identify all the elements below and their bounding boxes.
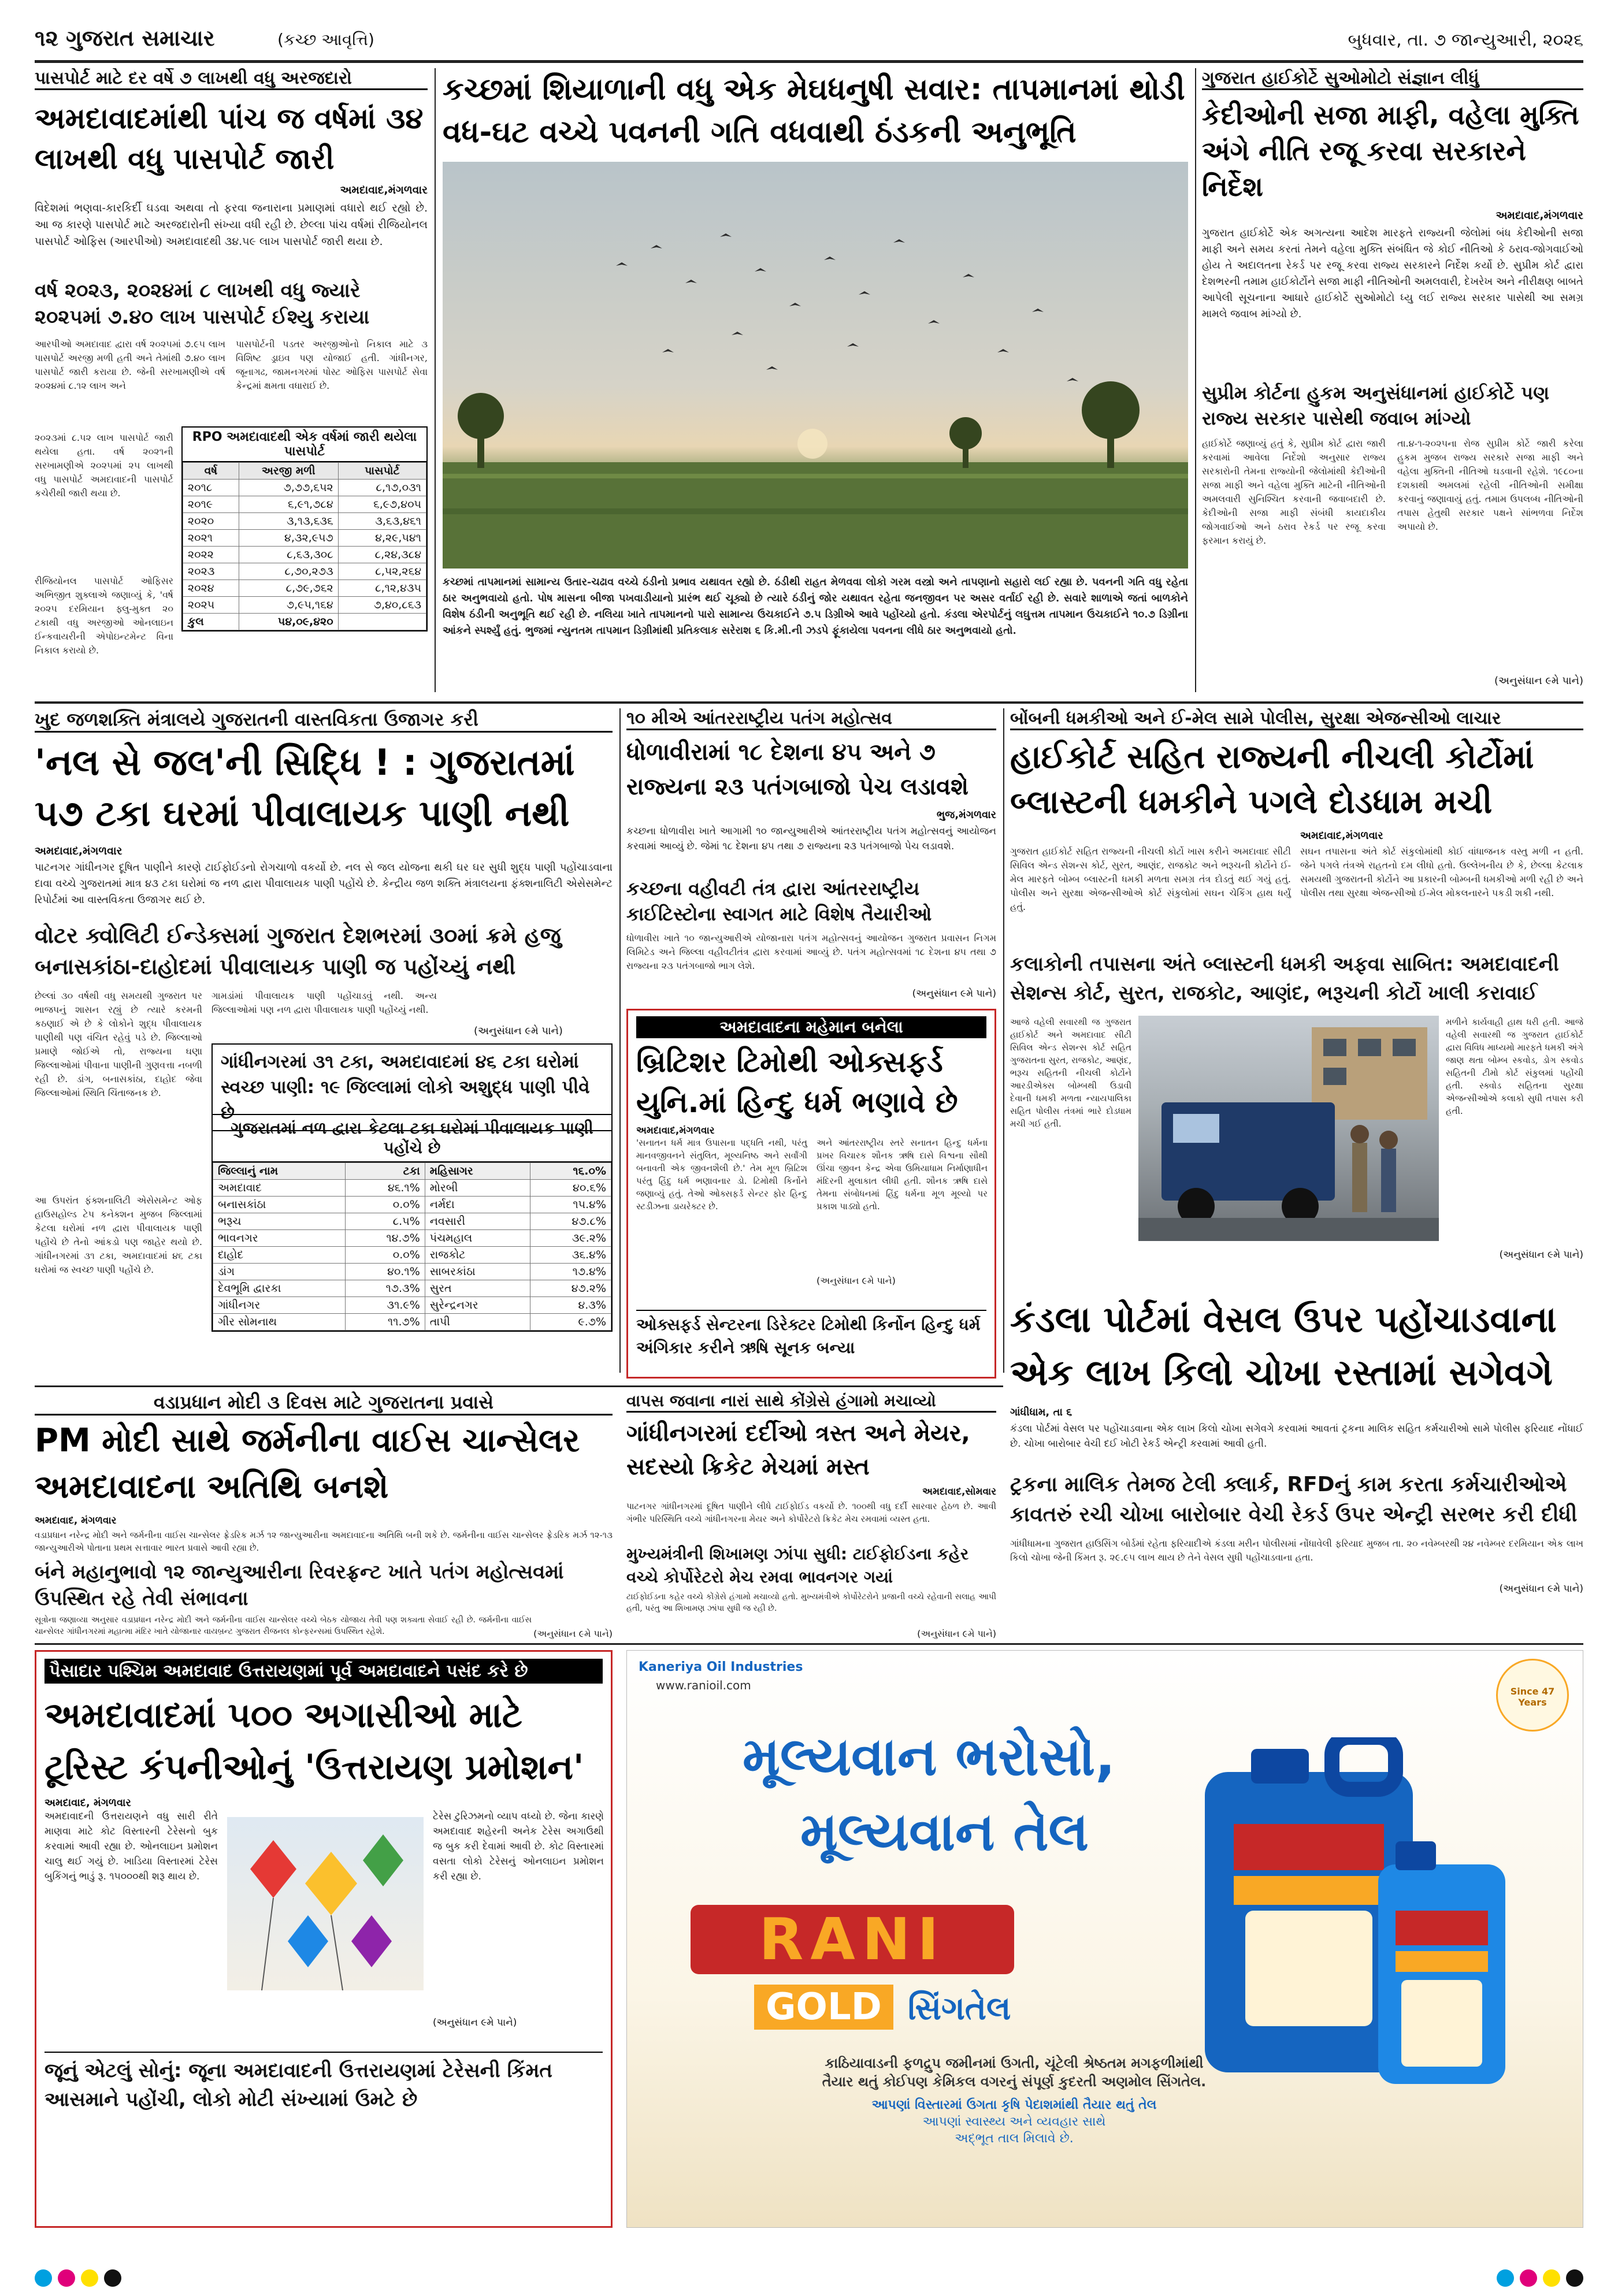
cell: ૨૦૧૯ xyxy=(183,496,239,513)
cell: ૦.૦% xyxy=(345,1247,425,1264)
kandla-para1: કંડલા પોર્ટમાં વેસલ પર પહોંચાડવાના એક લાખ કિલો ચોખા સગેવગે કરવામાં આવતાં ટ્રકના માલિક સહિત કર્મચારીઓ સામે પોલીસ ફરિયાદ નોંધાઈ છે. ચોખા બારોબાર વેચી દઈ ખોટી રેકર્ડ એન્ટ્રી કરવામાં આવી હતી. xyxy=(1010,1423,1583,1450)
cricket-para2: ટાઈફોઈડના કહેર વચ્ચે કોંગ્રેસે હંગામો મચાવ્યો હતો. મુખ્યમંત્રીએ કોર્પોરેટરોને પ્રજાની વચ્ચે રહેવાની સલાહ આપી હતી, પરંતુ આ શિખામણ ઝાંપા સુધી જ રહી છે. xyxy=(626,1592,996,1613)
kandla-subhead: ટ્રકના માલિક તેમજ ટેલી ક્લાર્ક, RFDનું કામ કરતા કર્મચારીઓએ કાવતરું રચી ચોખા બારોબાર વેચી રેકર્ડ ઉપર એન્ટ્રી સરભર કરી દીધી xyxy=(1010,1473,1578,1526)
ad-brand: RANI xyxy=(759,1905,946,1973)
weather-caption: કચ્છમાં તાપમાનમાં સામાન્ય ઉતાર-ચઢાવ વચ્ચે ઠંડીનો પ્રભાવ યથાવત રહ્યો છે. ઠંડીથી રાહત મેળવવા લોકો ગરમ વસ્ત્રો અને તાપણાનો સહારો લઈ રહ્યા છે. પવનની ગતિ વધુ રહેતા ઠાર અનુભવાયો હતો. પોષ માસના બીજા પખવાડીયાનો પ્રારંભ થઈ ચૂક્યો છે ત્યારે ઠંડીનું જોર યથાવત રહેતા જનજીવન પર અસર વર્તાઈ રહી છે. સવારે શાળાએ જતાં બાળકોને વિશેષ ઠંડીની અનુભૂતિ થઈ રહી છે. નલિયા ખાતે તાપમાનનો પારો સામાન્ય ઉચકાઈને ૭.૫ ડિગ્રીએ આવે પહોંચ્યો હતો. કંડલા એરપોર્ટનું લઘુત્તમ તાપમાન ઉચકાઈને ૧૦.૭ ડિગ્રીના આંકને સ્પર્શ્યું હતું. ભુજમાં ન્યુનતમ તાપમાન ડિગ્રીમાંથી પ્રતિકલાક સરેરાશ ૬ કિ.મી.ની ઝડપે ફૂંકાયેલા પવનના લીધે ઠાર અનુભવાયો હતો. xyxy=(443,576,1188,637)
table-row xyxy=(183,580,426,597)
table-row xyxy=(183,496,426,513)
cell: ૩૧.૯% xyxy=(345,1297,425,1314)
uttarayan-para2: ટેરેસ ટુરિઝમનો વ્યાપ વધ્યો છે. જેના કારણે અમદાવાદ શહેરની અનેક ટેરેસ અગાઉથી જ બુક કરી દેવામાં આવી છે. કોટ વિસ્તારમાં વસતા લોકો ટેરેસનું ઓનલાઇન પ્રમોશન કરી રહ્યા છે. xyxy=(433,1811,604,1882)
highcourt-headline: કેદીઓની સજા માફી, વહેલા મુક્તિ અંગે નીતિ રજૂ કરવા સરકારને નિર્દેશ xyxy=(1202,99,1579,202)
cell: પંચમહાલ xyxy=(425,1230,530,1247)
section-rule xyxy=(35,1643,1583,1645)
ad-desc-5: અદ્ભૂત તાલ મિલાવે છે. xyxy=(955,2131,1074,2146)
cell: સાબરકાંઠા xyxy=(425,1264,530,1280)
cell: ૪૦.૬% xyxy=(530,1180,611,1197)
passport-para5: રીજિયોનલ પાસપોર્ટ ઓફિસર અભિજીત શુક્લાએ જણાવ્યું કે, 'વર્ષ ૨૦૨૫ દરમિયાન ફ્લુ-મુક્ત ૨૦ ટકાથી વધુ અરજીઓ ઓનલાઇન ઈન્કવાયરીની એપોઇન્ટમેન્ટ વિના નિકાલ કરાયો છે. xyxy=(35,575,173,656)
highcourt-dateline: અમદાવાદ,મંગળવાર xyxy=(1495,209,1583,222)
water-callout-text: ગાંધીનગરમાં ૩૧ ટકા, અમદાવાદમાં ૪૬ ટકા ઘરોમાં સ્વચ્છ પાણી: ૧૯ જિલ્લામાં લોકો અશુદ્ધ પાણી પીવે છે xyxy=(221,1052,590,1123)
table-row xyxy=(213,1297,611,1314)
water-para3: ગામડાંમાં પીવાલાયક પાણી પહોંચાડવું નથી. અન્ય જિલ્લાઓમાં પણ નળ દ્વારા પીવાલાયક પાણી પહોંચ્યું નથી. xyxy=(211,990,437,1015)
registration-mark-cyan xyxy=(1497,2269,1514,2287)
water-table-title: ગુજરાતમાં નળ દ્વારા કેટલા ટકા ઘરોમાં પીવાલાયક પાણી પહોંચે છે xyxy=(213,1115,611,1162)
table-row xyxy=(213,1180,611,1197)
cell: ૪૦.૧% xyxy=(345,1264,425,1280)
cell: ૧૭.૪% xyxy=(530,1264,611,1280)
masthead xyxy=(35,23,1583,58)
cell: ૫૪,૦૯,૪૨૦ xyxy=(239,614,338,630)
table-row xyxy=(183,597,426,614)
cell: ૨૦૨૧ xyxy=(183,530,239,547)
cricket-para1: પાટનગર ગાંધીનગરમાં દૂષિત પાણીને લીધે ટાઈફોઈડ વકર્યો છે. ૧૦૦થી વધુ દર્દી સારવાર હેઠળ છે. આવી ગંભીર પરિસ્થિતિ વચ્ચે ગાંધીનગરના મેયર અને કોર્પોરેટરો ક્રિકેટ મેચ રમવામાં વ્યસ્ત હતા. xyxy=(626,1501,996,1524)
passport-para3: પાસપોર્ટની પડતર અરજીઓનો નિકાલ માટે ૩ વિશિષ્ટ ડ્રાઇવ પણ યોજાઈ હતી. ગાંધીનગર, જૂનાગઢ, જામનગરમાં પોસ્ટ ઓફિસ પાસપોર્ટ સેવા કેન્દ્રમાં ક્ષમતા વધારાઈ છે. xyxy=(236,339,428,391)
water-table-box xyxy=(211,1114,613,1332)
cell: ૭,૭૭,૬૫૨ xyxy=(239,480,338,496)
cell: મહિસાગર xyxy=(425,1163,530,1180)
passport-th-applications: અરજી મળી xyxy=(239,463,338,480)
highcourt-para1: ગુજરાત હાઈકોર્ટે એક અગત્યના આદેશ મારફતે રાજ્યની જેલોમાં બંધ કેદીઓની સજા માફી અને સમય કરતાં તેમને વહેલા મુક્તિ સંબંધિત જે કોઈ નીતિઓ કે ઠરાવ-જોગવાઈઓ હોય તે અદાલતના રેકર્ડ પર રજૂ કરવા રાજ્ય સરકારને નિર્દેશ કર્યો છે. સુપ્રીમ કોર્ટ દ્વારા દેશભરની તમામ હાઈકોર્ટોને સજા માફી નીતિઓની અમલવારી, દેખરેખ અને નીરીક્ષણ બાબતે આપેલી સૂચનાના આધારે હાઈકોર્ટે સુઓમોટો ધ્યુ લઈ રાજ્ય સરકાર પાસેથી આ સમગ્ર મામલે જવાબ માંગ્યો છે. xyxy=(1202,227,1583,320)
cell: ૨૦૧૮ xyxy=(183,480,239,496)
oxford-para2: અને આંતરરાષ્ટ્રીય સ્તરે સનાતન હિન્દુ ધર્મના પ્રખર વિચારક શૌનક ઋષિ દાસે વિશ્વના સૌથી ઊંચા જીવન કેન્દ્ર એવા ઉમિયાધામ નિર્માણાધીન મંદિરની મુલાકાત લીધી હતી. શૌનક ઋષિ દાસે તેમના સંબોધનમાં હિંદુ ધર્મના મૂળ મૂલ્યો પર પ્રકાશ પાડ્યો હતો. xyxy=(817,1138,988,1212)
table-row xyxy=(213,1213,611,1230)
ad-desc-1: કાઠિયાવાડની ફળદ્રુપ જમીનમાં ઉગતી, ચૂંટેલી શ્રેષ્ઠતમ મગફળીમાંથી xyxy=(825,2055,1204,2071)
cell: ૪૭.૨% xyxy=(530,1280,611,1297)
water-kicker: ખુદ જળશક્તિ મંત્રાલયે ગુજરાતની વાસ્તવિકતા ઉજાગર કરી xyxy=(35,708,613,733)
cell: ૮,૫૨,૨૬૪ xyxy=(338,563,426,580)
kandla-para2: ગાંધીધામના ગુજરાત હાઉસિંગ બોર્ડમાં રહેતા ફરિયાદીએ કંડલા મરીન પોલીસમાં નોંધાવેલી ફરિયાદ મુજબ તા. ૨૦ નવેમ્બરથી ૨૪ નવેમ્બર દરમિયાન એક લાખ કિલો ચોખા જેની કિંમત રૂ. ૨૯.૯૫ લાખ થાય છે તેને વેસલ સુધી પહોંચાડવાના હતા. xyxy=(1010,1538,1583,1563)
cricket-subhead: મુખ્યમંત્રીની શિખામણ ઝાંપા સુધી: ટાઈફોઈડના કહેર વચ્ચે કોર્પોરેટરો મેચ રમવા ભાવનગર ગયાં xyxy=(626,1544,969,1587)
water-article xyxy=(35,708,613,1379)
edition-label: (કચ્છ આવૃત્તિ) xyxy=(277,30,374,49)
registration-mark-magenta xyxy=(58,2269,75,2287)
modi-subhead: બંને મહાનુભાવો ૧૨ જાન્યુઆરીના રિવરફ્રન્ટ ખાતે પતંગ મહોત્સવમાં ઉપસ્થિત રહે તેવી સંભાવના xyxy=(35,1561,564,1610)
issue-date: બુધવાર, તા. ૭ જાન્યુઆરી, ૨૦૨૬ xyxy=(1348,30,1583,50)
modi-continued: (અનુસંધાન ૯મે પાને) xyxy=(533,1628,613,1639)
highcourt-subhead: સુપ્રીમ કોર્ટના હુકમ અનુસંધાનમાં હાઈકોર્ટે પણ રાજ્ય સરકાર પાસેથી જવાબ માંગ્યો xyxy=(1202,382,1549,429)
cell: ભરૂચ xyxy=(213,1213,346,1230)
highcourt-continued: (અનુસંધાન ૯મે પાને) xyxy=(1494,675,1583,687)
kandla-article xyxy=(1010,1290,1583,1636)
cell: ૨૦૨૪ xyxy=(183,580,239,597)
water-para4: આ ઉપરાંત ફંક્શનાલિટી એસેસમેન્ટ ઓફ હાઉસહોલ્ડ ટેપ કનેક્શન મુજબ જિલ્લામાં કેટલા ઘરોમાં નળ દ્વારા પીવાલાયક પાણી પહોંચે છે તેનો આંકડો પણ જાહેર થયો છે. ગાંધીનગરમાં ૩૧ ટકા, અમદાવાદમાં ૪૬ ટકા ઘરોમાં જ સ્વચ્છ પાણી પહોંચે છે. xyxy=(35,1195,202,1275)
table-row xyxy=(213,1230,611,1247)
cell: ૮,૧૭,૦૩૧ xyxy=(338,480,426,496)
cell: દાહોદ xyxy=(213,1247,346,1264)
oxford-headline: બ્રિટિશર ટિમોથી ઓક્સફર્ડ યુનિ.માં હિન્દુ ધર્મ ભણાવે છે xyxy=(636,1045,958,1119)
ad-website[interactable]: www.ranioil.com xyxy=(656,1678,751,1692)
table-row xyxy=(213,1314,611,1331)
kandla-continued: (અનુસંધાન ૯મે પાને) xyxy=(1499,1583,1583,1595)
ad-since-badge xyxy=(1496,1659,1569,1732)
registration-mark-magenta xyxy=(1520,2269,1537,2287)
passport-subhead: વર્ષ ૨૦૨૩, ૨૦૨૪માં ૮ લાખથી વધુ જ્યારે ૨૦૨૫માં ૭.૪૦ લાખ પાસપોર્ટ ઈશ્યુ કરાયા xyxy=(35,279,370,329)
uttarayan-footer: જૂનું એટલું સોનું: જૂના અમદાવાદની ઉત્તરાયણમાં ટેરેસની કિંમત આસમાને પહોંચી, લોકો મોટી સંખ્યામાં ઉમટે છે xyxy=(44,2052,603,2114)
cell: બનાસકાંઠા xyxy=(213,1197,346,1213)
oxford-dateline: અમદાવાદ,મંગળવાર xyxy=(636,1125,715,1136)
cell: ૩૬.૪% xyxy=(530,1247,611,1264)
passport-th-issued: પાસપોર્ટ xyxy=(338,463,426,480)
passport-article xyxy=(35,68,428,704)
cell: ૨૦૨૦ xyxy=(183,513,239,530)
table-row xyxy=(183,563,426,580)
cell: ૭,૪૦,૮૬૩ xyxy=(338,597,426,614)
cell: ૬,૯૭,૪૦૫ xyxy=(338,496,426,513)
cell: ટકા xyxy=(345,1163,425,1180)
cell: ૧૧.૭% xyxy=(345,1314,425,1331)
registration-mark-cyan xyxy=(35,2269,52,2287)
cell: ૮,૬૩,૩૦૮ xyxy=(239,547,338,563)
kandla-dateline: ગાંધીધામ, તા ૬ xyxy=(1010,1406,1073,1418)
cell: ૪૬.૧% xyxy=(345,1180,425,1197)
cell: ૩,૧૩,૬૩૬ xyxy=(239,513,338,530)
cell: ૧૭.૩% xyxy=(345,1280,425,1297)
cell: ૧૫.૪% xyxy=(530,1197,611,1213)
ad-desc-2: તૈયાર થતું કોઈપણ કેમિકલ વગરનું સંપૂર્ણ કુદરતી અણમોલ સિંગતેલ. xyxy=(822,2074,1207,2090)
registration-mark-black xyxy=(1566,2269,1583,2287)
cell: સુરેન્દ્રનગર xyxy=(425,1297,530,1314)
oxford-article xyxy=(626,1009,996,1379)
bomb-continued: (અનુસંધાન ૯મે પાને) xyxy=(1499,1249,1583,1261)
ad-product: GOLD xyxy=(754,1985,893,2030)
ad-product-row xyxy=(754,1986,1011,2028)
ad-desc-3: આપણાં વિસ્તારમાં ઉગતા કૃષિ પેદાશમાંથી તૈયાર થતું તેલ xyxy=(871,2098,1157,2112)
cricket-continued: (અનુસંધાન ૯મે પાને) xyxy=(917,1628,996,1639)
ad-brand-logo xyxy=(691,1905,1014,1974)
highcourt-para3: તા.૪-૧-૨૦૨૫ના રોજ સુપ્રીમ કોર્ટે જારી કરેલા હુકમ મુજબ રાજ્ય સરકારે સજા માફી અને વહેલા મુક્તિની નીતિઓ ઘડવાની રહેશે. ૧૯૮૦ના દશકાથી અમલમાં રહેલી નીતિઓની સમીક્ષા કરવાનું જણાવાયું હતું. તમામ ઉપલબ્ધ નીતિઓની તપાસ હેતુથી સરકાર પક્ષને સાંભળવા નિર્દેશ અપાયો છે. xyxy=(1397,438,1583,532)
kite-article xyxy=(626,708,996,1003)
kites-illustration xyxy=(227,1817,424,1990)
highcourt-article xyxy=(1202,68,1583,698)
cell: ૮,૭૦,૨૭૩ xyxy=(239,563,338,580)
cell: દેવભૂમિ દ્વારકા xyxy=(213,1280,346,1297)
ad-product-gu: સિંગતેલ xyxy=(907,1990,1011,2027)
bomb-article xyxy=(1010,708,1583,1286)
cell xyxy=(338,614,426,630)
section-rule xyxy=(35,1385,1003,1387)
ad-company-name: Kaneriya Oil Industries xyxy=(639,1660,803,1674)
cricket-dateline: અમદાવાદ,સોમવાર xyxy=(922,1486,996,1498)
birds-field-illustration xyxy=(443,162,1188,569)
cell: ૧૪.૭% xyxy=(345,1230,425,1247)
passport-kicker: પાસપોર્ટ માટે દર વર્ષે ૭ લાખથી વધુ અરજદારો xyxy=(35,68,428,90)
ad-tagline-1: મૂલ્યવાન ભરોસો, xyxy=(743,1726,1116,1788)
cell: ભાવનગર xyxy=(213,1230,346,1247)
passport-table xyxy=(183,462,426,630)
bomb-kicker: બોંબની ધમકીઓ અને ઈ-મેલ સામે પોલીસ, સુરક્ષા એજન્સીઓ લાચાર xyxy=(1010,708,1583,730)
cell: ૦.૦% xyxy=(345,1197,425,1213)
cell: અમદાવાદ xyxy=(213,1180,346,1197)
passport-headline: અમદાવાદમાંથી પાંચ જ વર્ષમાં ૩૪ લાખથી વધુ પાસપોર્ટ જારી xyxy=(35,102,424,176)
passport-para4: ૨૦૨૩માં ૮.૫૨ લાખ પાસપોર્ટ જારી થયેલા હતા. વર્ષ ૨૦૨૧ની સરખામણીએ ૨૦૨૫માં ૨૫ લાખથી વધુ પાસપોર્ટ અમદાવાદની પાસપોર્ટ કચેરીથી જારી થયા છે. xyxy=(35,432,173,499)
cell: જિલ્લાનું નામ xyxy=(213,1163,346,1180)
oxford-kicker: અમદાવાદના મહેમાન બનેલા xyxy=(636,1016,986,1038)
kandla-headline: કંડલા પોર્ટમાં વેસલ ઉપર પહોંચાડવાના એક લાખ કિલો ચોખા રસ્તામાં સગેવગે xyxy=(1010,1298,1557,1394)
cell: ૪૭.૮% xyxy=(530,1213,611,1230)
cell: ૮.૫% xyxy=(345,1213,425,1230)
cell: ડાંગ xyxy=(213,1264,346,1280)
bomb-dateline: અમદાવાદ,મંગળવાર xyxy=(1300,830,1383,842)
highcourt-para2: હાઈકોર્ટે જણાવ્યું હતું કે, સુપ્રીમ કોર્ટ દ્વારા જારી કરવામાં આવેલા નિર્દેશો અનુસાર રાજ્ય સરકારોની તેમના રાજ્યોની જેલોમાંથી કેદીઓની સજા માફી અને વહેલા મુક્તિ માટેની નીતિઓની અમલવારી સુનિશ્ચિત કરવાની જવાબદારી છે. કેદીઓની સજા માફી સંબંધી કાયદાકીય જોગવાઈઓ અને ઠરાવ રેકર્ડ પર રજૂ કરવા ફરમાન કરાયું છે. xyxy=(1202,438,1386,546)
weather-photo xyxy=(443,162,1188,569)
cell: તાપી xyxy=(425,1314,530,1331)
cell: કુલ xyxy=(183,614,239,630)
table-row xyxy=(213,1264,611,1280)
oxford-para1: 'સનાતન ધર્મ માત્ર ઉપાસના પદ્ધતિ નથી, પરંતુ માનવજીવનને સંતુલિત, મૂલ્યનિષ્ઠ અને સર્વાંગી બનાવતી એક જીવનશૈલી છે.' તેમ મૂળ બ્રિટિશ પરંતુ હિંદુ ધર્મ ભણાવનાર ડો. ટિમોથી કિર્નોને જણાવ્યું હતું. તેઓ ઓક્સફર્ડ સેન્ટર ફોર હિન્દુ સ્ટડીઝના ડાયરેક્ટર છે. xyxy=(636,1138,807,1212)
table-row xyxy=(183,530,426,547)
bomb-para2: સઘન તપાસના અંતે કોર્ટ સંકુલોમાંથી કોઈ વાંધાજનક વસ્તુ મળી ન હતી. જેને પગલે તંત્રએ રાહતનો દમ લીધો હતો. ઉલ્લેખનીય છે કે, છેલ્લા કેટલાક સમયથી ગુજરાતની કોર્ટોને આ પ્રકારની બોમ્બની ધમકીઓ મળી રહી છે અને પોલીસ તથા સુરક્ષા એજન્સીઓ ઈ-મેલ મોકલનારને પકડી શકી નથી. xyxy=(1300,846,1583,898)
cell: ૪,૨૯,૫૪૧ xyxy=(338,530,426,547)
passport-table-box xyxy=(181,426,428,631)
water-table xyxy=(213,1162,611,1331)
weather-article xyxy=(443,68,1188,698)
section-rule xyxy=(35,701,1583,704)
table-row xyxy=(213,1280,611,1297)
ad-tagline-2: મૂલ્યવાન તેલ xyxy=(800,1801,1089,1863)
cell: નવસારી xyxy=(425,1213,530,1230)
cell: નર્મદા xyxy=(425,1197,530,1213)
kite-para2: ધોળાવીરા ખાતે ૧૦ જાન્યુઆરીએ યોજાનારા પતંગ મહોત્સવનું આયોજન ગુજરાત પ્રવાસન નિગમ લિમિટેડ અને જિલ્લા વહીવટીતંત્ર દ્વારા કરવામાં આવ્યું છે. પતંગ મહોત્સવમાં ૧૮ દેશના ૪૫ તથા ૭ રાજ્યના ૨૩ પતંગબાજો ભાગ લેશે. xyxy=(626,932,996,971)
modi-headline: PM મોદી સાથે જર્મનીના વાઈસ ચાન્સેલર અમદાવાદના અતિથિ બનશે xyxy=(35,1422,580,1506)
cell: મોરબી xyxy=(425,1180,530,1197)
police-van-illustration xyxy=(1138,1016,1439,1241)
bomb-subhead: કલાકોની તપાસના અંતે બ્લાસ્ટની ધમકી અફવા સાબિત: અમદાવાદની સેશન્સ કોર્ટ, સુરત, રાજકોટ, આણંદ, ભરૂચની કોર્ટો ખાલી કરાવાઈ xyxy=(1010,953,1559,1005)
cell: ગીર સોમનાથ xyxy=(213,1314,346,1331)
water-continued: (અનુસંધાન ૯મે પાને) xyxy=(474,1025,563,1037)
page-label: ૧૨ ગુજરાત સમાચાર xyxy=(35,25,215,51)
ad-description xyxy=(696,2055,1332,2146)
registration-mark-black xyxy=(104,2269,121,2287)
kite-dateline: ભુજ,મંગળવાર xyxy=(936,809,996,821)
cell: ૮,૧૨,૪૩૫ xyxy=(338,580,426,597)
cell: ૧૬.૦% xyxy=(530,1163,611,1180)
kite-headline: ધોળાવીરામાં ૧૮ દેશના ૪૫ અને ૭ રાજ્યના ૨૩ પતંગબાજો પેચ લડાવશે xyxy=(626,739,968,800)
ad-desc-4: આપણાં સ્વાસ્થ્ય અને વ્યવહાર સાથે xyxy=(922,2115,1106,2129)
bomb-headline: હાઈકોર્ટ સહિત રાજ્યની નીચલી કોર્ટોમાં બ્લાસ્ટની ધમકીને પગલે દોડધામ મચી xyxy=(1010,738,1534,821)
oil-can-illustration xyxy=(1182,1737,1528,2096)
registration-mark-yellow xyxy=(1543,2269,1560,2287)
table-row xyxy=(183,547,426,563)
masthead-rule xyxy=(35,60,1583,63)
column-divider xyxy=(435,68,436,692)
cell: ૯.૭% xyxy=(530,1314,611,1331)
cell: ૮,૨૪,૩૮૪ xyxy=(338,547,426,563)
kite-photo xyxy=(227,1817,424,1990)
table-row xyxy=(183,480,426,496)
cricket-kicker: વાપસ જવાના નારાં સાથે કોંગ્રેસે હંગામો મચાવ્યો xyxy=(626,1391,996,1413)
cell: ૮,૭૯,૭૬૨ xyxy=(239,580,338,597)
cricket-article xyxy=(626,1391,996,1640)
cell: ૪,૩૨,૯૫૭ xyxy=(239,530,338,547)
cell: ૨૦૨૩ xyxy=(183,563,239,580)
table-row xyxy=(213,1247,611,1264)
water-subhead: વોટર ક્વોલિટી ઈન્ડેક્સમાં ગુજરાત દેશભરમાં ૩૦માં ક્રમે હજુ બનાસકાંઠા-દાહોદમાં પીવાલાયક પાણી જ પહોંચ્યું નથી xyxy=(35,923,561,979)
passport-table-title: RPO અમદાવાદથી એક વર્ષમાં જારી થયેલા પાસપોર્ટ xyxy=(183,428,426,462)
column-divider xyxy=(1195,68,1196,692)
water-headline: 'નલ સે જલ'ની સિદ્ધિ ! : ગુજરાતમાં ૫૭ ટકા ઘરમાં પીવાલાયક પાણી નથી xyxy=(35,741,575,834)
uttarayan-headline: અમદાવાદમાં ૫૦૦ અગાસીઓ માટે ટૂરિસ્ટ કંપનીઓનું 'ઉત્તરાયણ પ્રમોશન' xyxy=(44,1695,584,1788)
highcourt-kicker: ગુજરાત હાઈકોર્ટે સુઓમોટો સંજ્ઞાન લીધું xyxy=(1202,68,1583,90)
oxford-footer: ઓક્સફર્ડ સેન્ટરના ડિરેક્ટર ટિમોથી કિર્નોન હિન્દુ ધર્મ અંગિકાર કરીને ઋષિ સૂનક બન્યા xyxy=(636,1310,986,1359)
ad-since-text: Since 47 Years xyxy=(1510,1686,1555,1708)
kite-para1: કચ્છના ધોળાવીરા ખાતે આગામી ૧૦ જાન્યુઆરીએ આંતરરાષ્ટ્રીય પતંગ મહોત્સવનું આયોજન કરવામાં આવ્યું છે. જેમાં ૧૮ દેશના ૪૫ તથા ૭ રાજ્યના ૨૩ પતંગબાજો પેચ લડાવશે. xyxy=(626,826,996,852)
column-divider xyxy=(619,708,621,1373)
cricket-headline: ગાંધીનગરમાં દર્દીઓ ત્રસ્ત અને મેયર, સદસ્યો ક્રિકેટ મેચમાં મસ્ત xyxy=(626,1420,970,1480)
passport-para2: આરપીઓ અમદાવાદ દ્વારા વર્ષ ૨૦૨૫માં ૭.૯૫ લાખ પાસપોર્ટ અરજી મળી હતી અને તેમાંથી ૭.૪૦ લાખ પાસપોર્ટ જારી કરાયા છે. જેની સરખામણીએ વર્ષ ૨૦૨૪માં ૮.૧૨ લાખ અને xyxy=(35,339,225,391)
oxford-continued: (અનુસંધાન ૯મે પાને) xyxy=(817,1275,896,1286)
table-row xyxy=(213,1163,611,1180)
cell: ૭,૯૫,૧૬૪ xyxy=(239,597,338,614)
modi-kicker: વડાપ્રધાન મોદી ૩ દિવસ માટે ગુજરાતના પ્રવાસે xyxy=(35,1391,613,1416)
modi-para1: વડાપ્રધાન નરેન્દ્ર મોદી અને જર્મનીના વાઈસ ચાન્સેલર ફ્રેડરિક મર્ઝ ૧૨ જાન્યુઆરીના અમદાવાદના અતિથિ બની શકે છે. જર્મનીના વાઈસ ચાન્સેલર ફ્રેડરિક મર્ઝ ૧૨-૧૩ જાન્યુઆરીએ પોતાના પ્રથમ સત્તાવાર ભારત પ્રવાસે આવી રહ્યા છે. xyxy=(35,1530,613,1553)
cell: ૨૦૨૨ xyxy=(183,547,239,563)
passport-intro: વિદેશમાં ભણવા-કારકિર્દી ઘડવા અથવા તો ફરવા જનારાના પ્રમાણમાં વધારો થઈ રહ્યો છે. આ જ કારણે પાસપોર્ટ માટે અરજદારોની સંખ્યા વધી રહી છે. છેલ્લા પાંચ વર્ષમાં રીજિયોનલ પાસપોર્ટ ઓફિસ (આરપીઓ) અમદાવાદથી ૩૪.૫૯ લાખ પાસપોર્ટ જારી થયા છે. xyxy=(35,202,428,248)
cell: ૩,૬૩,૪૬૧ xyxy=(338,513,426,530)
modi-para2: સૂત્રોના જણાવ્યા અનુસાર વડાપ્રધાન નરેન્દ્ર મોદી અને જર્મનીના વાઈસ ચાન્સેલર વચ્ચે બેઠક યોજાય તેવી પણ શક્યતા સેવાઈ રહી છે. જર્મનીના વાઈસ ચાન્સેલર ગાંધીનગરમાં મહાત્મા મંદિર ખાતે યોજાનાર વાયબ્રન્ટ ગુજરાત રીજનલ કોન્ફરન્સમાં ઉપસ્થિત રહેશે. xyxy=(35,1615,532,1636)
registration-mark-yellow xyxy=(81,2269,98,2287)
table-row xyxy=(213,1197,611,1213)
weather-headline: કચ્છમાં શિયાળાની વધુ એક મેઘધનુષી સવાર: તાપમાનમાં થોડી વધ-ઘટ વચ્ચે પવનની ગતિ વધવાથી ઠંડકની અનુભૂતિ xyxy=(443,72,1185,150)
table-row xyxy=(183,513,426,530)
water-dateline: અમદાવાદ,મંગળવાર xyxy=(35,845,123,857)
uttarayan-dateline: અમદાવાદ, મંગળવાર xyxy=(44,1797,131,1809)
column-divider xyxy=(1003,708,1004,1373)
uttarayan-para1: અમદાવાદની ઉત્તરાયણને વધુ સારી રીતે માણવા માટે કોટ વિસ્તારની ટેરેસનો બુક કરવામાં આવી રહ્યા છે. ઓનલાઇન પ્રમોશન ચાલુ થઈ ગયું છે. ખાડિયા વિસ્તારમાં ટેરેસ બુકિંગનું ભાડું રૂ. ૧૫૦૦૦થી શરૂ થાય છે. xyxy=(44,1811,218,1882)
passport-dateline: અમદાવાદ,મંગળવાર xyxy=(340,184,428,196)
kite-subhead: કચ્છના વહીવટી તંત્ર દ્વારા આંતરરાષ્ટ્રીય કાઈટિસ્ટોના સ્વાગત માટે વિશેષ તૈયારીઓ xyxy=(626,878,932,925)
cell: રાજકોટ xyxy=(425,1247,530,1264)
bomb-para3: આજે વહેલી સવારથી જ ગુજરાત હાઈકોર્ટ અને અમદાવાદ સીટી સિવિલ એન્ડ સેશન્સ કોર્ટ સહિત ગુજરાતના સુરત, રાજકોટ, આણંદ, ભરૂચ સહિતની નીચલી કોર્ટોને આરડીએક્સ બોમ્બથી ઉડાવી દેવાની ધમકી મળતા ન્યાયપાલિકા સહિત પોલીસ તંત્રમાં ભારે દોડધામ મચી ગઈ હતી. xyxy=(1010,1017,1131,1129)
cell: ૨૦૨૫ xyxy=(183,597,239,614)
ad-company-logo xyxy=(639,1660,803,1674)
water-para1: પાટનગર ગાંધીનગર દૂષિત પાણીને કારણે ટાઈફોઈડનો રોગચાળો વકર્યો છે. નલ સે જલ યોજના થકી ઘર ઘર સુધી શુદ્ધ પાણી પહોંચાડવાના દાવા વચ્ચે ગુજરાતમાં માત્ર ૪૩ ટકા ઘરોમાં જ નળ દ્વારા પીવાલાયક પાણી પહોંચે છે. કેન્દ્રીય જળ શક્તિ મંત્રાલયના ફંક્શનાલિટી એસેસમેન્ટ રિપોર્ટમાં આ વાસ્તવિકતા ઉજાગર થઈ છે. xyxy=(35,861,613,906)
bomb-para4: મળીને કાર્યવાહી હાથ ધરી હતી. આજે વહેલી સવારથી જ ગુજરાત હાઈકોર્ટ દ્વારા વિવિધ માધ્યમો મારફતે ધમકી અંગે જાણ થતા બોમ્બ સ્કવોડ, ડોગ સ્કવોડ સહિતની ટીમો કોર્ટ સંકુલમાં પહોંચી હતી. સ્ક્વોડ સહિતના સુરક્ષા એજન્સીઓએ કલાકો સુધી તપાસ કરી હતી. xyxy=(1446,1017,1583,1116)
court-photo xyxy=(1138,1016,1439,1241)
kite-continued: (અનુસંધાન ૯મે પાને) xyxy=(912,988,996,1000)
passport-th-year: વર્ષ xyxy=(183,463,239,480)
cell: ૪.૩% xyxy=(530,1297,611,1314)
table-row xyxy=(183,614,426,630)
oxford-columns xyxy=(636,1136,986,1310)
uttarayan-columns xyxy=(44,1809,603,2052)
uttarayan-continued: (અનુસંધાન ૯મે પાને) xyxy=(433,2017,517,2028)
modi-dateline: અમદાવાદ, મંગળવાર xyxy=(35,1515,117,1526)
modi-article xyxy=(35,1391,613,1640)
cell: ગાંધીનગર xyxy=(213,1297,346,1314)
uttarayan-kicker: પૈસાદાર પશ્ચિમ અમદાવાદ ઉત્તરાયણમાં પૂર્વ અમદાવાદને પસંદ કરે છે xyxy=(44,1659,603,1684)
rani-oil-ad[interactable] xyxy=(626,1650,1583,2228)
kite-kicker: ૧૦ મીએ આંતરરાષ્ટ્રીય પતંગ મહોત્સવ xyxy=(626,708,996,730)
water-para2: છેલ્લાં ૩૦ વર્ષથી વધુ સમયથી ગુજરાત પર ભાજપનું શાસન રહ્યું છે ત્યારે કરમની કઠણાઈ એ છે કે લોકોને શુદ્ધ પીવાલાયક પાણીથી પણ વંચિત રહેવું પડે છે. જિલ્લાઓ પ્રમાણે જોઈએ તો, રાજ્યના ઘણા જિલ્લાઓમાં પીવાના પાણીની ગુણવત્તા નબળી રહી છે. ડાંગ, બનાસકાંઠા, દાહોદ જેવા જિલ્લાઓમાં સ્થિતિ ચિંતાજનક છે. xyxy=(35,990,202,1098)
cell: ૬,૯૧,૭૮૪ xyxy=(239,496,338,513)
cell: સુરત xyxy=(425,1280,530,1297)
bomb-para1: ગુજરાત હાઈકોર્ટ સહિત રાજ્યની નીચલી કોર્ટો ખાસ કરીને અમદાવાદ સીટી સિવિલ એન્ડ સેશન્સ કોર્ટ, સુરત, આણંદ, રાજકોટ અને ભરૂચની કોર્ટોને ઈ-મેલ મારફતે બોમ્બ બ્લાસ્ટની ધમકી મળતા સમગ્ર તંત્ર દોડતું થઈ ગયું હતું. પોલીસ અને સુરક્ષા એજન્સીઓએ કોર્ટ સંકુલોમાં સઘન ચેકિંગ હાથ ધર્યું હતું. xyxy=(1010,846,1291,912)
cell: ૩૯.૨% xyxy=(530,1230,611,1247)
uttarayan-article xyxy=(35,1650,613,2228)
